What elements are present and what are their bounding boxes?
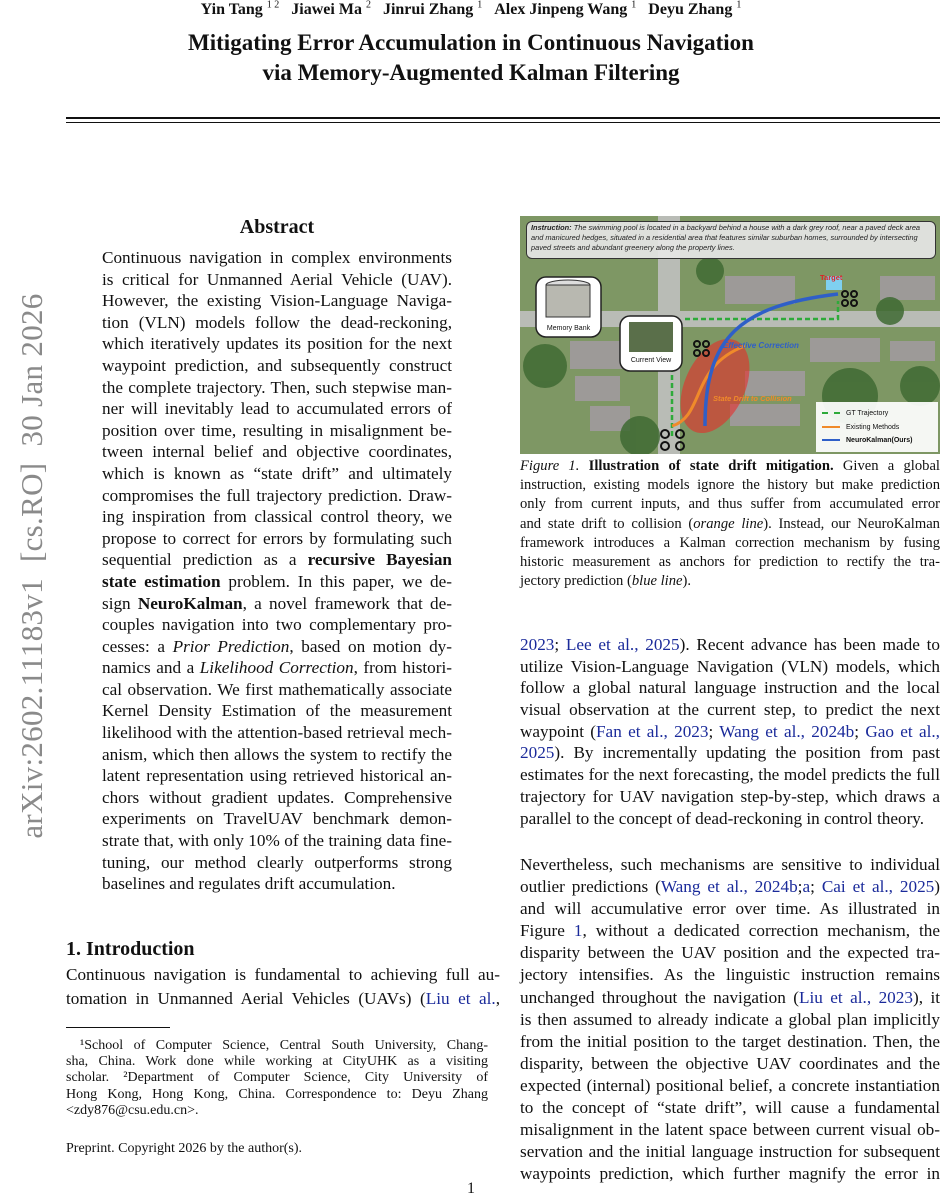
text-run: tuning, our method clearly outperforms strong <box>102 852 452 872</box>
text-run: instruction, existing models ignore the history but make prediction <box>520 477 940 494</box>
author-name: Jinrui Zhang <box>382 1 474 19</box>
text-line <box>102 355 452 377</box>
text-run: only from current inputs, and thus suffer from accumulated error <box>520 496 940 513</box>
author-affiliation: 1 <box>477 0 483 11</box>
page-number: 1 <box>467 1180 475 1197</box>
text-run: compromises the full trajectory prediction. Draw- <box>102 485 452 505</box>
text-line <box>520 495 940 514</box>
text-run: ; <box>797 877 803 897</box>
text-line <box>66 963 500 987</box>
text-line <box>520 1031 940 1053</box>
instruction-label: Instruction: <box>531 223 572 232</box>
text-line <box>520 1053 940 1075</box>
emphasis-text: Likelihood Correction <box>199 658 354 678</box>
text-line <box>102 722 452 744</box>
text-line <box>520 786 940 808</box>
legend-item <box>822 421 913 435</box>
text-line <box>102 290 452 312</box>
text-line <box>520 634 940 656</box>
text-run: expected (internal) positional belief, a concrete instantiation <box>520 1075 940 1095</box>
legend-item <box>822 434 913 448</box>
author-affiliation: 1 <box>631 0 637 11</box>
effective-correction-label: Effective Correction <box>723 341 799 350</box>
text-run: parallel to the concept of dead-reckoning in control theory. <box>520 808 925 828</box>
text-run: ; <box>810 877 822 897</box>
text-run: couples navigation into two complementary pro- <box>102 615 452 635</box>
text-run: ing inspiration from classical control theory, we <box>102 507 452 527</box>
text-line <box>520 721 940 743</box>
text-line <box>102 506 452 528</box>
text-run: and will accumulative error over time. As illustrated in <box>520 899 940 919</box>
emphasis-text: orange line <box>693 515 764 532</box>
paper-title-line-2: via Memory-Augmented Kalman Filtering <box>262 60 680 85</box>
text-run: ner will inevitably lead to accumulated errors of <box>102 399 452 419</box>
text-run: ¹School of Computer Science, Central South University, Chang- <box>66 1038 488 1053</box>
author-name: Deyu Zhang <box>648 1 733 19</box>
text-line <box>520 457 940 476</box>
legend-swatch <box>822 426 840 428</box>
legend-item <box>822 407 913 421</box>
text-run: which is known as “state drift” and ultimately <box>102 463 452 483</box>
author <box>201 1 280 18</box>
text-run: ). <box>682 573 692 590</box>
text-line <box>102 657 452 679</box>
emphasis-text: NeuroKalman <box>137 593 243 613</box>
text-run: However, the existing Vision-Language Naviga- <box>102 291 452 311</box>
emphasis-text: Illustration of state drift mitigation. <box>588 458 834 474</box>
text-line <box>102 377 452 399</box>
author-name: Jiawei Ma <box>291 1 362 19</box>
text-run: scholar. ²Department of Computer Science, City University of <box>66 1070 488 1086</box>
text-run: the complete trajectory. Then, such stepwise man- <box>102 377 452 397</box>
text-line <box>520 854 940 876</box>
text-run: position over time, resulting in misalignment be- <box>102 420 452 440</box>
author <box>648 1 741 18</box>
text-run <box>579 458 588 474</box>
text-run: framework introduces a Kalman correction mechanism by fusing <box>520 534 940 551</box>
text-line <box>66 1087 488 1103</box>
text-line <box>102 463 452 485</box>
text-run: cal observation. We first mathematically associate <box>102 679 452 699</box>
author-name: Yin Tang <box>200 1 263 19</box>
text-run: which iteratively updates its position for the next <box>102 334 452 354</box>
text-line <box>520 476 940 495</box>
text-line <box>102 485 452 507</box>
text-line <box>520 1009 940 1031</box>
text-run: strate that, with only 10% of the training data fine- <box>102 831 452 851</box>
text-line <box>102 765 452 787</box>
text-line <box>66 1038 488 1054</box>
text-line <box>520 898 940 920</box>
text-line <box>66 1103 488 1119</box>
author-list <box>0 0 942 19</box>
text-line <box>102 700 452 722</box>
text-run: visual observation at the current step, to predict the next <box>520 700 940 720</box>
author-affiliation: 1 2 <box>266 0 280 11</box>
text-line <box>520 553 940 572</box>
text-run: ) <box>934 877 940 897</box>
text-line <box>520 1075 940 1097</box>
text-line <box>520 942 940 964</box>
author-affiliation: 2 <box>365 0 371 11</box>
instruction-text: The swimming pool is located in a backyard behind a house with a dark grey roof, near a paved deck area and manicured hedges, situated in a residential area that features similar suburban homes, surrounded by intersecting paved streets and abundant greenery along the property lines. <box>531 223 921 252</box>
text-line <box>102 312 452 334</box>
text-run: Figure <box>520 921 574 941</box>
text-run: utilize Vision-Language Navigation (VLN) models, which <box>520 656 940 676</box>
text-run: ), it <box>912 987 940 1007</box>
text-run: misalignment in the latent space between current visual ob- <box>520 1120 940 1140</box>
legend-swatch <box>822 439 840 441</box>
text-line <box>520 742 940 764</box>
text-line <box>520 1119 940 1141</box>
text-run: trajectory for UAV navigation step-by-step, which draws a <box>520 786 940 806</box>
text-run: ). Recent advance has been made to <box>679 635 940 654</box>
author <box>383 1 482 18</box>
text-run: servation and the initial language instruction for subsequent <box>520 1142 940 1162</box>
citation-link[interactable]: 2025 <box>520 743 555 763</box>
citation-link[interactable]: Liu et al., 2023 <box>798 987 913 1007</box>
text-run: tion (VLN) models follow the dead-reckoning, <box>102 312 452 332</box>
text-line <box>102 247 452 269</box>
citation-link[interactable]: Liu et al. <box>425 989 496 1008</box>
text-line <box>520 1141 940 1163</box>
text-line <box>520 1097 940 1119</box>
citation-link[interactable]: Lee et al., 2025 <box>565 635 680 654</box>
text-line <box>102 333 452 355</box>
text-run: estimates for the next forecasting, the model predicts the full <box>520 765 940 785</box>
text-run: jectory prediction ( <box>520 573 632 590</box>
text-run: to the concept of “state drift”, will cause a fundamental <box>520 1098 940 1118</box>
text-line <box>102 441 452 463</box>
text-run: ). Instead, our NeuroKalman <box>763 515 940 532</box>
intro-paragraph-2 <box>520 854 940 1185</box>
citation-link[interactable]: Fan et al., 2023 <box>596 721 709 741</box>
text-line <box>520 987 940 1009</box>
text-line <box>520 534 940 553</box>
text-line <box>102 269 452 291</box>
text-run: Kernel Density Estimation of the measurement <box>102 701 452 721</box>
text-run: propose to correct for errors by formulating such <box>102 528 452 548</box>
text-line <box>520 656 940 678</box>
text-run: tomation in Unmanned Aerial Vehicles (UAVs) ( <box>66 989 426 1008</box>
text-run: anism, which then allows the system to rectify the <box>102 744 452 764</box>
instruction-box <box>526 221 936 259</box>
text-run: waypoint ( <box>520 721 596 741</box>
text-line <box>102 852 452 874</box>
citation-link[interactable]: a <box>802 877 811 897</box>
text-run: Hong Kong, Hong Kong, China. Correspondence to: Deyu Zhang <box>66 1086 488 1102</box>
text-run: tween internal belief and objective coordinates, <box>102 442 452 462</box>
text-run: is then assumed to already indicate a global plan implicitly <box>520 1009 940 1029</box>
text-run: likelihood with the attention-based retrieval mech- <box>102 723 452 743</box>
text-line <box>520 764 940 786</box>
text-line <box>66 1070 488 1086</box>
text-run: Continuous navigation is fundamental to achieving full au- <box>66 965 500 984</box>
text-line <box>102 528 452 550</box>
citation-link[interactable]: Wang et al., 2024b <box>719 721 855 741</box>
text-line <box>520 699 940 721</box>
text-run: <zdy876@csu.edu.cn>. <box>66 1102 199 1118</box>
text-line <box>520 572 940 591</box>
text-run: chors without gradient updates. Comprehensive <box>102 787 452 807</box>
target-label: Target <box>820 273 843 282</box>
text-line <box>102 614 452 636</box>
text-run: Given a global <box>833 458 940 474</box>
text-line <box>520 515 940 534</box>
text-run: ; <box>708 721 720 741</box>
citation-link[interactable]: 1 <box>573 921 583 941</box>
text-line <box>102 549 452 571</box>
intro-body <box>66 963 500 1011</box>
emphasis-text: recursive Bayesian <box>307 550 452 570</box>
emphasis-text: Figure 1. <box>520 458 580 474</box>
text-run: problem. In this paper, we de- <box>220 571 452 591</box>
text-run: Continuous navigation in complex environments <box>102 248 452 267</box>
arxiv-side-stamp: arXiv:2602.11183v1 [cs.RO] 30 Jan 2026 <box>14 293 49 839</box>
text-run: experiments on TravelUAV benchmark demon- <box>102 809 452 829</box>
text-run: ; <box>854 721 866 741</box>
text-line <box>102 808 452 830</box>
text-line <box>520 920 940 942</box>
citation-link[interactable]: Wang et al., 2024b <box>660 877 798 897</box>
text-run: Nevertheless, such mechanisms are sensitive to individual <box>520 855 940 874</box>
title-rule <box>66 117 940 119</box>
footnote-rule <box>66 1027 170 1028</box>
emphasis-text: state estimation <box>102 571 221 591</box>
footnotes <box>66 1038 488 1119</box>
text-line <box>520 1163 940 1185</box>
text-run: , <box>495 989 500 1008</box>
text-line <box>102 398 452 420</box>
legend-label: Existing Methods <box>846 423 900 431</box>
text-run: sequential prediction as a <box>102 550 308 570</box>
text-line <box>102 787 452 809</box>
text-run: jectory intensifies. As the linguistic instruction remains <box>520 965 940 985</box>
text-line <box>102 873 452 895</box>
abstract-heading: Abstract <box>239 216 315 238</box>
text-run: is critical for Unmanned Aerial Vehicle (UAV). <box>102 269 452 289</box>
text-run: waypoint prediction, and subsequently construct <box>102 355 452 375</box>
author-name: Alex Jinpeng Wang <box>494 1 628 19</box>
emphasis-text: Prior Prediction <box>172 636 290 656</box>
text-run: , without a dedicated correction mechanism, the <box>582 921 940 941</box>
text-line <box>102 679 452 701</box>
state-drift-label: State Drift to Collision <box>713 394 792 403</box>
memory-bank-label: Memory Bank <box>546 325 591 332</box>
text-line <box>520 876 940 898</box>
text-line <box>102 744 452 766</box>
text-run: waypoints prediction, which further magnify the error in <box>520 1164 940 1184</box>
text-line <box>66 987 500 1011</box>
text-run: cesses: a <box>102 636 173 656</box>
text-run: outlier predictions ( <box>520 877 661 897</box>
text-line <box>102 571 452 593</box>
text-line <box>102 830 452 852</box>
figure-1-illustration <box>520 216 940 454</box>
text-run: ). By incrementally updating the position from past <box>554 743 940 763</box>
text-run: ; <box>554 635 566 654</box>
text-line <box>66 1054 488 1070</box>
author-affiliation: 1 <box>736 0 742 11</box>
text-line <box>520 677 940 699</box>
intro-heading: 1. Introduction <box>66 938 195 960</box>
intro-paragraph-continued <box>520 634 940 829</box>
text-line <box>520 964 940 986</box>
text-run: , from histori- <box>353 658 452 678</box>
abstract-body <box>102 247 452 895</box>
text-run: from the initial position to the target destination. Then, the <box>520 1031 940 1051</box>
figure-1-caption <box>520 457 940 591</box>
text-run: namics and a <box>102 658 200 678</box>
text-run: , a novel framework that de- <box>242 593 452 613</box>
legend-label: NeuroKalman(Ours) <box>846 437 913 444</box>
legend-label: GT Trajectory <box>846 410 889 417</box>
author <box>291 1 371 18</box>
text-line <box>520 808 940 830</box>
text-line <box>102 593 452 615</box>
author <box>494 1 636 18</box>
text-run: follow a global natural language instruction and the local <box>520 678 940 698</box>
title-rule-thin <box>66 122 940 123</box>
text-line <box>102 420 452 442</box>
text-run: , based on motion dy- <box>289 636 452 656</box>
current-view-label: Current View <box>630 357 672 364</box>
text-run: disparity, between the objective UAV coordinates and the <box>520 1053 940 1073</box>
citation-link[interactable]: Gao et al., <box>865 721 940 741</box>
text-run: and state drift to collision ( <box>520 515 694 532</box>
text-run: unchanged throughout the navigation ( <box>520 987 799 1007</box>
emphasis-text: blue line <box>631 573 683 590</box>
text-run: disparity between the UAV position and the expected tra- <box>520 943 940 963</box>
text-run: baselines and regulates drift accumulation. <box>102 874 396 894</box>
text-run: sha, China. Work done while working at CityUHK as a visiting <box>66 1054 488 1070</box>
preprint-note: Preprint. Copyright 2026 by the author(s). <box>66 1141 303 1156</box>
paper-title-line-1: Mitigating Error Accumulation in Continuous Navigation <box>188 30 754 55</box>
text-run: sign <box>102 593 138 613</box>
text-run: latent representation using retrieved historical an- <box>102 766 452 786</box>
text-line <box>102 636 452 658</box>
legend-swatch <box>822 412 840 414</box>
citation-link[interactable]: 2023 <box>520 635 555 654</box>
text-run: historic measurement as anchors for prediction to rectify the tra- <box>520 553 940 570</box>
citation-link[interactable]: Cai et al., 2025 <box>821 877 935 897</box>
figure-legend <box>822 407 913 448</box>
